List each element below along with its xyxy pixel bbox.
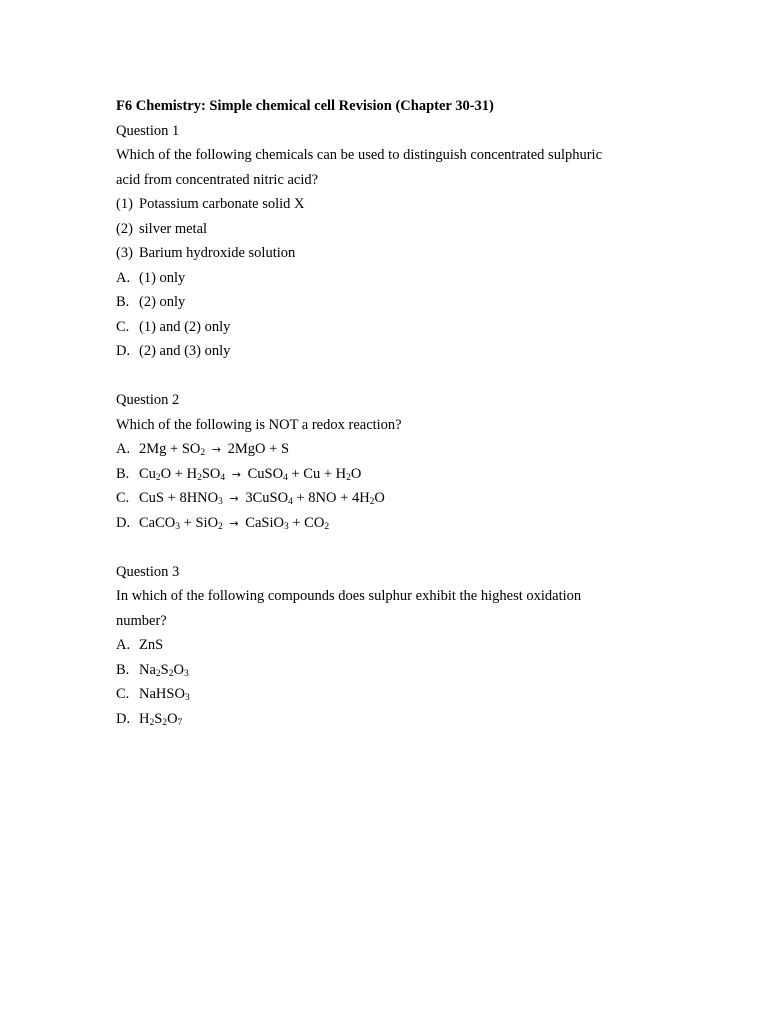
item-number: (3)	[116, 245, 133, 261]
item-text: silver metal	[139, 220, 208, 237]
question-2-option-d	[116, 511, 656, 536]
question-2-option-b	[116, 462, 656, 487]
option-letter: A.	[116, 269, 131, 286]
option-letter: B.	[116, 294, 130, 310]
question-2-option-c	[116, 486, 656, 511]
option-letter: D.	[116, 710, 131, 727]
item-text: Barium hydroxide solution	[139, 245, 296, 261]
document-title: F6 Chemistry: Simple chemical cell Revision (Chapter 30-31)	[116, 98, 494, 114]
option-letter: B.	[116, 661, 130, 678]
option-letter: B.	[116, 465, 130, 482]
chemical-formula: $H_2S_2O_7$	[139, 710, 183, 728]
chemical-equation: CuS + $8HNO_3$ → 3CuSO$_4$ + $8NO + 4H_2O$	[139, 490, 385, 507]
item-number: (2)	[116, 220, 133, 237]
question-1-option-c	[116, 315, 656, 340]
option-text: (2) only	[139, 294, 186, 310]
option-text: (1) only	[139, 269, 186, 286]
question-1-heading: Question 1	[116, 122, 180, 139]
question-1-stem-line-2: acid from concentrated nitric acid?	[116, 171, 319, 188]
option-letter: C.	[116, 686, 130, 702]
document-page	[116, 94, 656, 731]
option-text: (1) and (2) only	[139, 318, 231, 335]
question-2-heading: Question 2	[116, 392, 180, 408]
question-3-stem-line-2: number?	[116, 612, 167, 629]
chemical-equation: $Cu_2O + H_2SO_4$ → CuSO$_4$ + $Cu + H_2O$	[139, 465, 362, 483]
chemical-formula: $Na_2S_2O_3$	[139, 661, 189, 679]
question-2-option-a	[116, 437, 656, 462]
option-letter: A.	[116, 441, 131, 457]
reaction-arrow-icon: →	[229, 492, 239, 505]
question-1-option-d	[116, 339, 656, 364]
chemical-equation: CaCO$_3$ + SiO$_2$ → CaSiO$_3$ + $CO_2$	[139, 514, 330, 532]
reaction-arrow-icon: →	[231, 467, 241, 481]
question-3-option-d	[116, 707, 656, 732]
option-letter: C.	[116, 318, 130, 335]
chemical-equation: $2Mg + SO_2 \to 2MgO + S$	[139, 441, 290, 458]
question-2-stem: Which of the following is NOT a redox reaction?	[116, 416, 402, 433]
question-3-option-a	[116, 633, 656, 658]
question-1-item	[116, 217, 656, 242]
option-letter: C.	[116, 490, 130, 506]
question-3-heading: Question 3	[116, 563, 180, 580]
question-1-option-a	[116, 266, 656, 291]
question-1-option-b	[116, 290, 656, 315]
question-1-item	[116, 192, 656, 217]
item-text: Potassium carbonate solid X	[139, 196, 305, 212]
item-number: (1)	[116, 196, 133, 212]
chemical-formula: NaHSO$_3$	[139, 686, 190, 703]
question-3-stem-line-1: In which of the following compounds does sulphur exhibit the highest oxidation	[116, 588, 582, 604]
option-letter: D.	[116, 514, 131, 531]
option-text: (2) and (3) only	[139, 343, 231, 359]
option-letter: D.	[116, 343, 131, 359]
question-3-option-c	[116, 682, 656, 707]
option-letter: A.	[116, 637, 131, 653]
reaction-arrow-icon: →	[211, 443, 221, 456]
question-1-stem-line-1: Which of the following chemicals can be used to distinguish concentrated sulphuric	[116, 147, 603, 163]
paragraph-gap	[116, 364, 656, 389]
paragraph-gap	[116, 535, 656, 560]
question-3-option-b	[116, 658, 656, 683]
question-1-item	[116, 241, 656, 266]
chemical-formula: ZnS	[139, 637, 164, 653]
reaction-arrow-icon: →	[229, 516, 239, 530]
